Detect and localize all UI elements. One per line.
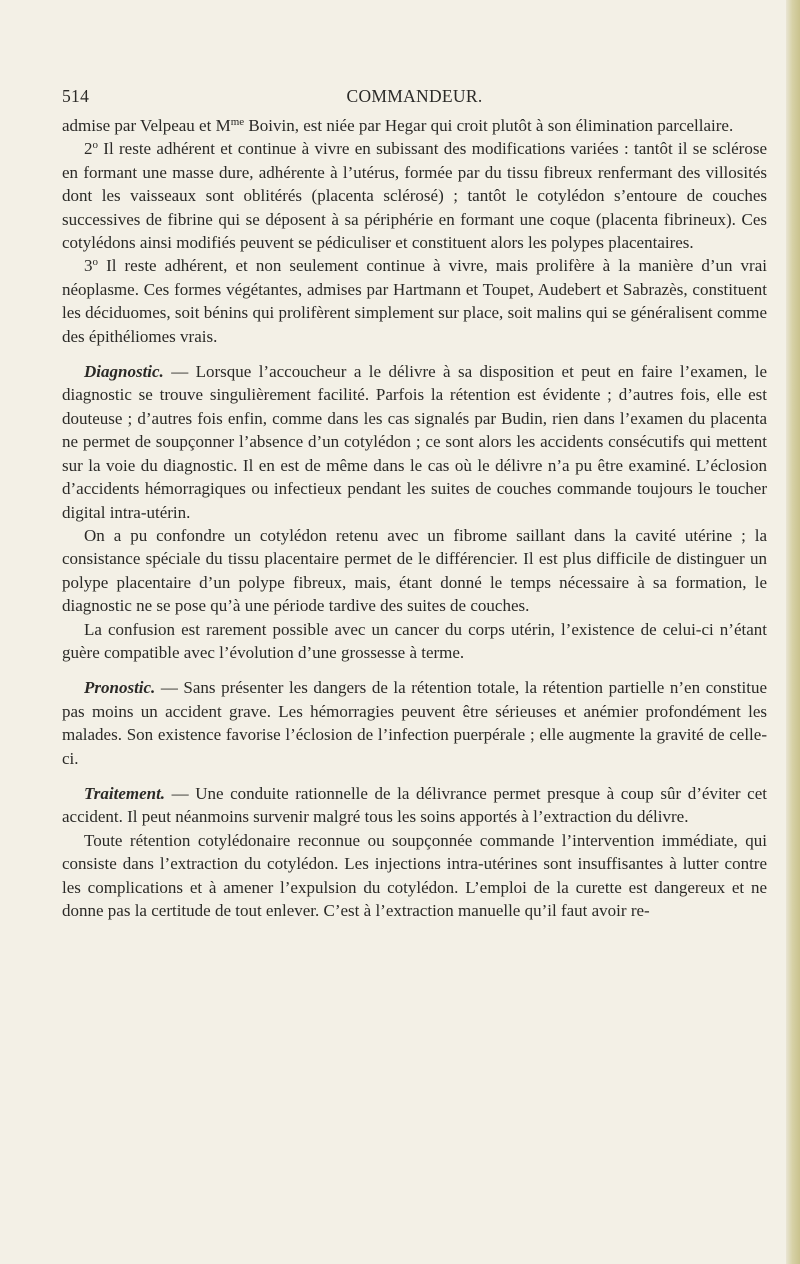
paragraph-2 [62,137,767,254]
paragraph-6: La confusion est rarement possible avec un cancer du corps utérin, l’existence de celui-ci n’étant guère compatible avec l’évolution d’une grossesse à terme. [62,619,767,662]
text-run: Boivin, est niée par Hegar qui croit plutôt à son élimination parcellaire. [244,116,734,135]
text-run: — Lorsque l’accoucheur a le délivre à sa disposition et peut en faire l’examen, le diagnostic se trouve singulièrement facilité. Parfois la rétention est évidente ; d’autres fois, elle est douteuse ; d’autres fois enfin, comme dans les cas signalés par Budin, rien dans l’examen du placenta ne permet de soupçonner l’absence d’un cotylédon ; ce sont alors les accidents consécutifs qui mettent sur la voie du diagnostic. Il en est de même dans le cas où le délivre n’a pu être examiné. L’éclosion d’accidents hémorragiques ou infectieux pendant les suites de couches commande toujours le toucher digital intra-utérin. [62,362,767,522]
text-run: — Sans présenter les dangers de la rétention totale, la rétention partielle n’en constitue pas moins un accident grave. Les hémorragies peuvent être sérieuses et anémier profondément les malades. Son existence favorise l’éclosion de l’infection puerpérale ; elle augmente la gravité de celle-ci. [62,678,767,768]
text-run: 2 [84,139,93,159]
text-run: admise par Velpeau et M [62,116,231,135]
page-body [62,114,767,922]
section-heading-traitement: Traitement. [84,783,166,803]
text-run: Il reste adhérent, et non seulement continue à vivre, mais prolifère à la manière d’un vrai néoplasme. Ces formes végétantes, admises par Hartmann et Toupet, Audebert et Sabrazès, constituent les déciduomes, soit bénins qui prolifèrent simplement sur place, soit malins qui se généralisent comme des épithéliomes vrais. [62,256,767,346]
paragraph-diagnostic [62,360,767,524]
superscript: me [230,116,245,128]
running-title: COMMANDEUR. [346,86,483,106]
paragraph-5: On a pu confondre un cotylédon retenu avec un fibrome saillant dans la cavité utérine ; la consistance spéciale du tissu placentaire permet de le différencier. Il est plus difficile de distinguer un polype placentaire d’un polype fibreux, mais, étant donné le temps nécessaire à sa formation, le diagnostic ne se pose qu’à une période tardive des suites de couches. [62,525,767,616]
text-run: Il reste adhérent et continue à vivre en subissant des modifications variées : tantôt il se sclérose en formant une masse dure, adhérente à l’utérus, formée par du tissu fibreux renfermant des villosités dont les vaisseaux sont oblitérés (placenta sclérosé) ; tantôt le cotylédon s’entoure de couches successives de fibrine qui se déposent à sa périphérie en formant une coque (placenta fibrineux). Ces cotylédons ainsi modifiés peuvent se pédiculiser et constituent alors les polypes placentaires. [62,139,767,253]
superscript: o [92,139,98,152]
text-run: — Une conduite rationnelle de la délivrance permet presque à coup sûr d’éviter cet accident. Il peut néanmoins survenir malgré tous les soins apportés à l’extraction du délivre. [62,783,767,827]
page-number: 514 [62,86,90,106]
superscript: o [92,256,98,269]
paragraph-traitement [62,782,767,829]
paragraph-3 [62,254,767,348]
text-run: 3 [84,256,93,276]
section-heading-diagnostic: Diagnostic. [84,362,164,382]
page-edge-shadow [786,0,800,1264]
paragraph-pronostic [62,676,767,770]
page-header [62,86,767,110]
section-heading-pronostic: Pronostic. [84,678,156,698]
paragraph-1 [62,114,767,137]
paragraph-9: Toute rétention cotylédonaire reconnue ou soupçonnée commande l’intervention immédiate, qui consiste dans l’extraction du cotylédon. Les injections intra-utérines sont insuffisantes à lutter contre les complications et à amener l’expulsion du cotylédon. L’emploi de la curette est dangereux et ne donne pas la certitude de tout enlever. C’est à l’extraction manuelle qu’il faut avoir re- [62,830,767,920]
